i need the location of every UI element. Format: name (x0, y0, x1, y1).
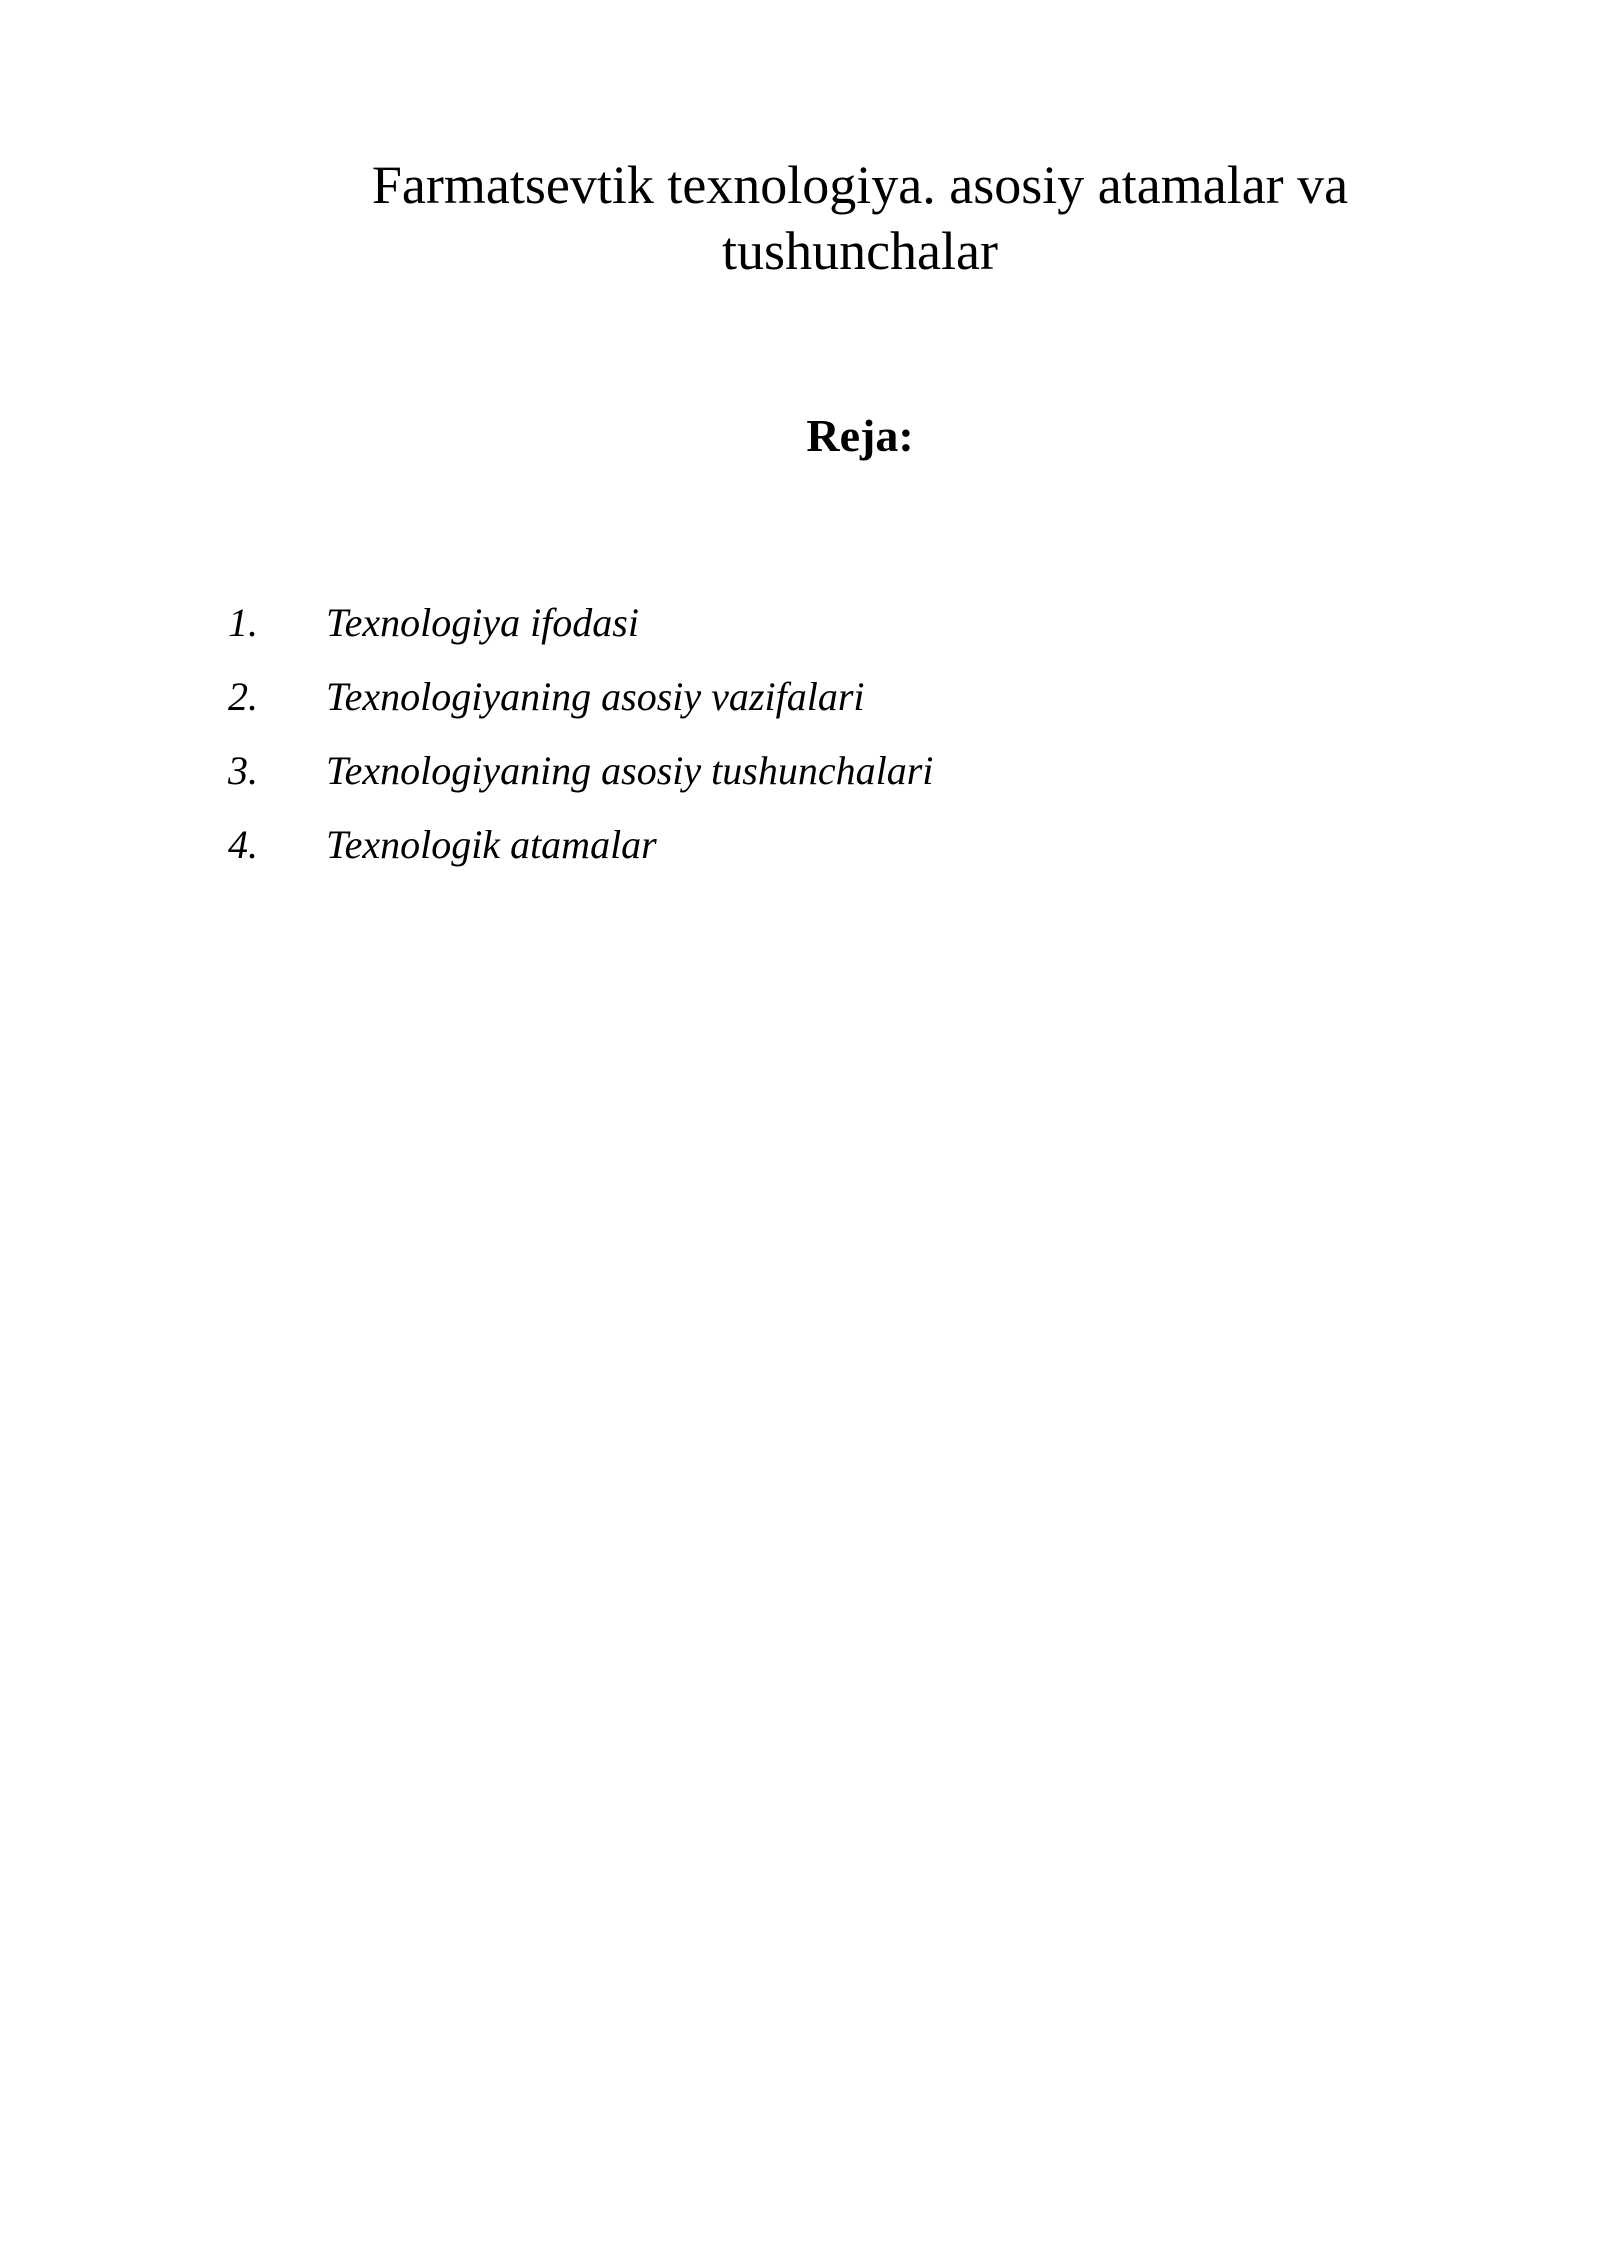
title-line-2: tushunchalar (722, 221, 998, 281)
plan-list-item (228, 594, 933, 668)
document-title (300, 152, 1420, 284)
plan-item-number: 2. (228, 674, 258, 719)
plan-list-item (228, 742, 933, 816)
plan-item-number: 4. (228, 822, 258, 867)
plan-item-number: 1. (228, 600, 258, 645)
plan-item-text: Texnologiyaning asosiy tushunchalari (326, 748, 934, 793)
plan-item-number: 3. (228, 748, 258, 793)
title-line-1: Farmatsevtik texnologiya. asosiy atamalar va (371, 155, 1349, 215)
plan-item-text: Texnologiya ifodasi (326, 600, 639, 645)
plan-list-item (228, 668, 933, 742)
plan-heading: Reja: (806, 410, 914, 461)
plan-list-item (228, 816, 933, 890)
plan-item-text: Texnologiyaning asosiy vazifalari (326, 674, 865, 719)
plan-item-text: Texnologik atamalar (326, 822, 657, 867)
plan-list (228, 594, 933, 890)
